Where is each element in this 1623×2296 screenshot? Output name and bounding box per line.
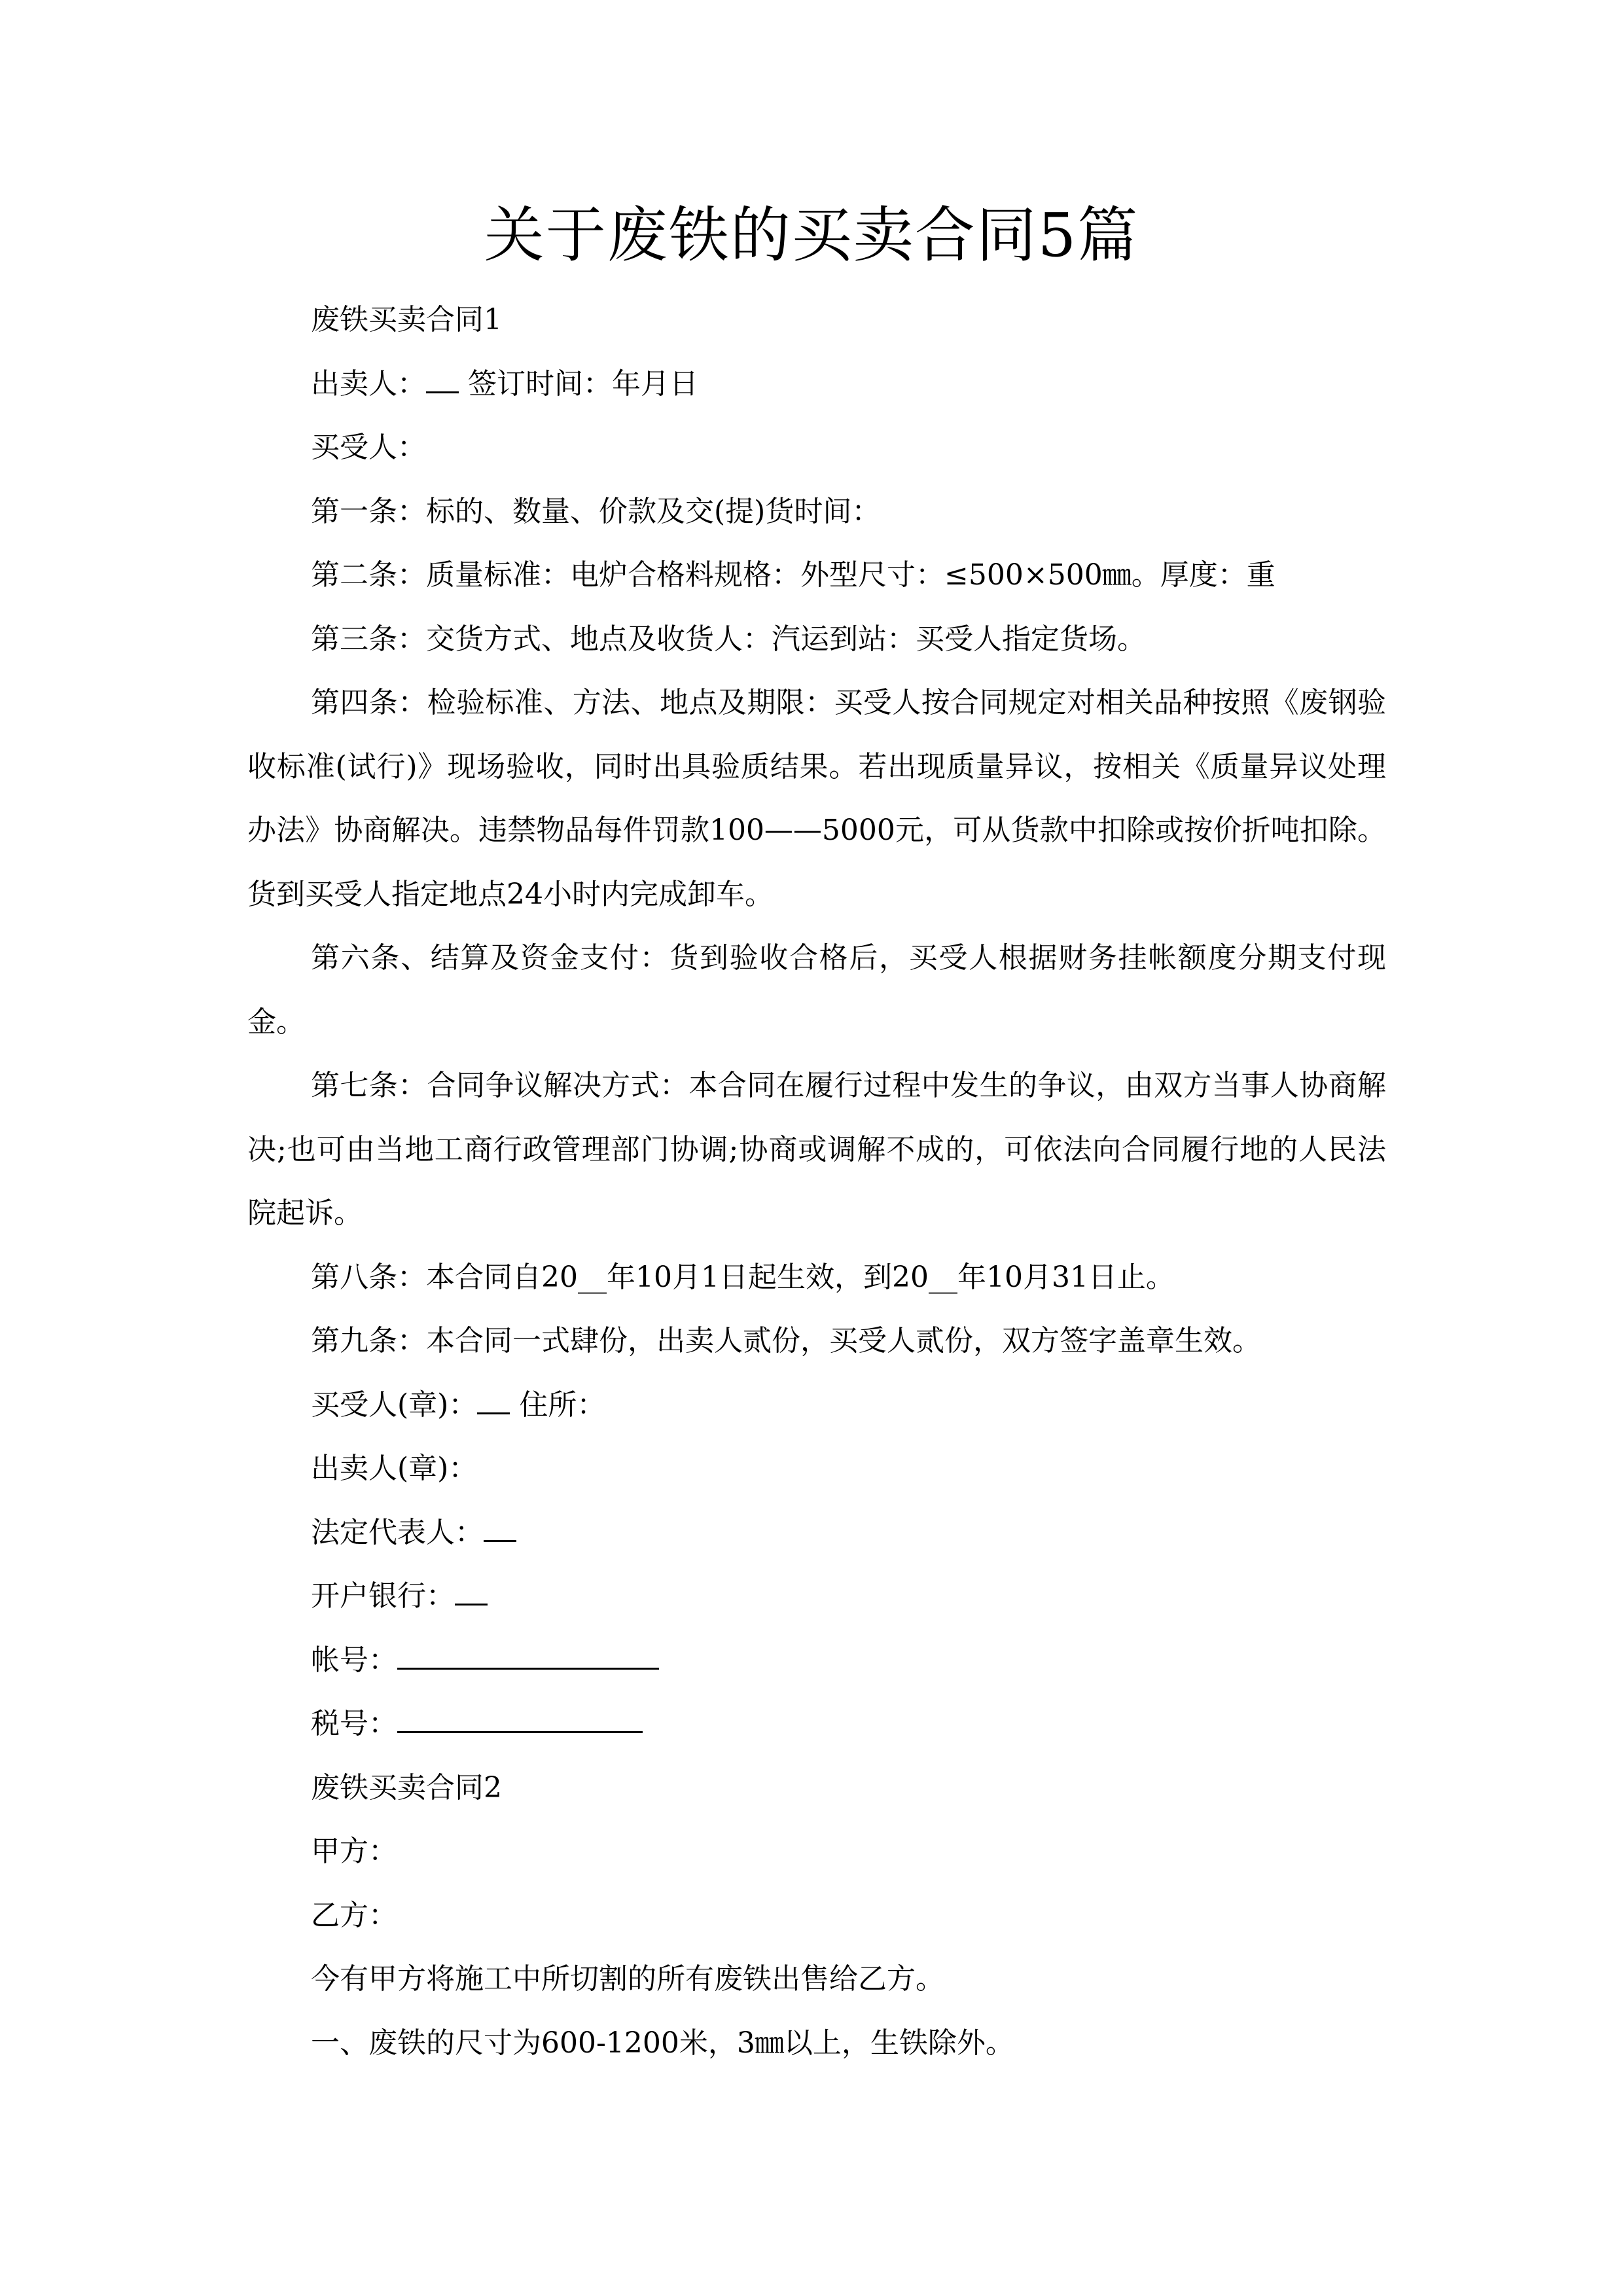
contract2-intro: 今有甲方将施工中所切割的所有废铁出售给乙方。 [311, 1962, 944, 1996]
contract2-item-1: 一、废铁的尺寸为600-1200米，3㎜以上，生铁除外。 [311, 2026, 1014, 2060]
article-4: 第四条：检验标准、方法、地点及期限：买受人按合同规定对相关品种按照《废钢验收标准(试行)》现场验收，同时出具验质结果。若出现质量异议，按相关《质量异议处理办法》协商解决。违禁物品每件罚款100——5000元，可从货款中扣除或按价折吨扣除。货到买受人指定地点24小时内完成卸车。 [247, 686, 1386, 911]
buyer-line: 买受人： [311, 431, 426, 464]
document-title: 关于废铁的买卖合同5篇 [484, 200, 1139, 270]
seller-blank[interactable] [426, 368, 459, 393]
buyer-seal-label: 买受人(章)： [311, 1388, 478, 1422]
tax-blank[interactable] [397, 1708, 643, 1733]
tax-line [247, 1692, 1386, 1756]
signing-date-label: 签订时间：年月日 [459, 367, 698, 401]
bank-label: 开户银行： [311, 1579, 455, 1613]
seller-line [247, 352, 1386, 416]
party-a-line: 甲方： [311, 1835, 397, 1868]
article-1: 第一条：标的、数量、价款及交(提)货时间： [311, 494, 881, 528]
legal-rep-label: 法定代表人： [311, 1515, 484, 1549]
bank-line [247, 1564, 1386, 1628]
account-blank[interactable] [397, 1644, 659, 1670]
contract2-heading: 废铁买卖合同2 [311, 1770, 502, 1804]
article-7: 第七条：合同争议解决方式：本合同在履行过程中发生的争议，由双方当事人协商解决;也可由当地工商行政管理部门协调;协商或调解不成的，可依法向合同履行地的人民法院起诉。 [247, 1069, 1386, 1230]
account-label: 帐号： [311, 1643, 397, 1677]
seller-label: 出卖人： [311, 367, 426, 401]
bank-blank[interactable] [455, 1580, 488, 1605]
tax-label: 税号： [311, 1707, 397, 1740]
article-6: 第六条、结算及资金支付：货到验收合格后，买受人根据财务挂帐额度分期支付现金。 [247, 941, 1386, 1039]
legal-rep-line [247, 1501, 1386, 1565]
document-body [247, 288, 1386, 2075]
legal-rep-blank[interactable] [484, 1516, 516, 1542]
article-9: 第九条：本合同一式肆份，出卖人贰份，买受人贰份，双方签字盖章生效。 [311, 1324, 1261, 1357]
buyer-seal-line [247, 1373, 1386, 1437]
article-8: 第八条：本合同自20__年10月1日起生效，到20__年10月31日止。 [311, 1260, 1175, 1294]
address-label: 住所： [510, 1388, 606, 1422]
article-3: 第三条：交货方式、地点及收货人：汽运到站：买受人指定货场。 [311, 622, 1146, 656]
account-line [247, 1628, 1386, 1693]
contract1-heading: 废铁买卖合同1 [311, 303, 502, 336]
article-2: 第二条：质量标准：电炉合格料规格：外型尺寸：≤500×500㎜。厚度：重 [311, 558, 1275, 592]
party-b-line: 乙方： [311, 1898, 397, 1932]
seller-seal-line: 出卖人(章)： [311, 1452, 478, 1485]
buyer-seal-blank[interactable] [477, 1389, 510, 1414]
